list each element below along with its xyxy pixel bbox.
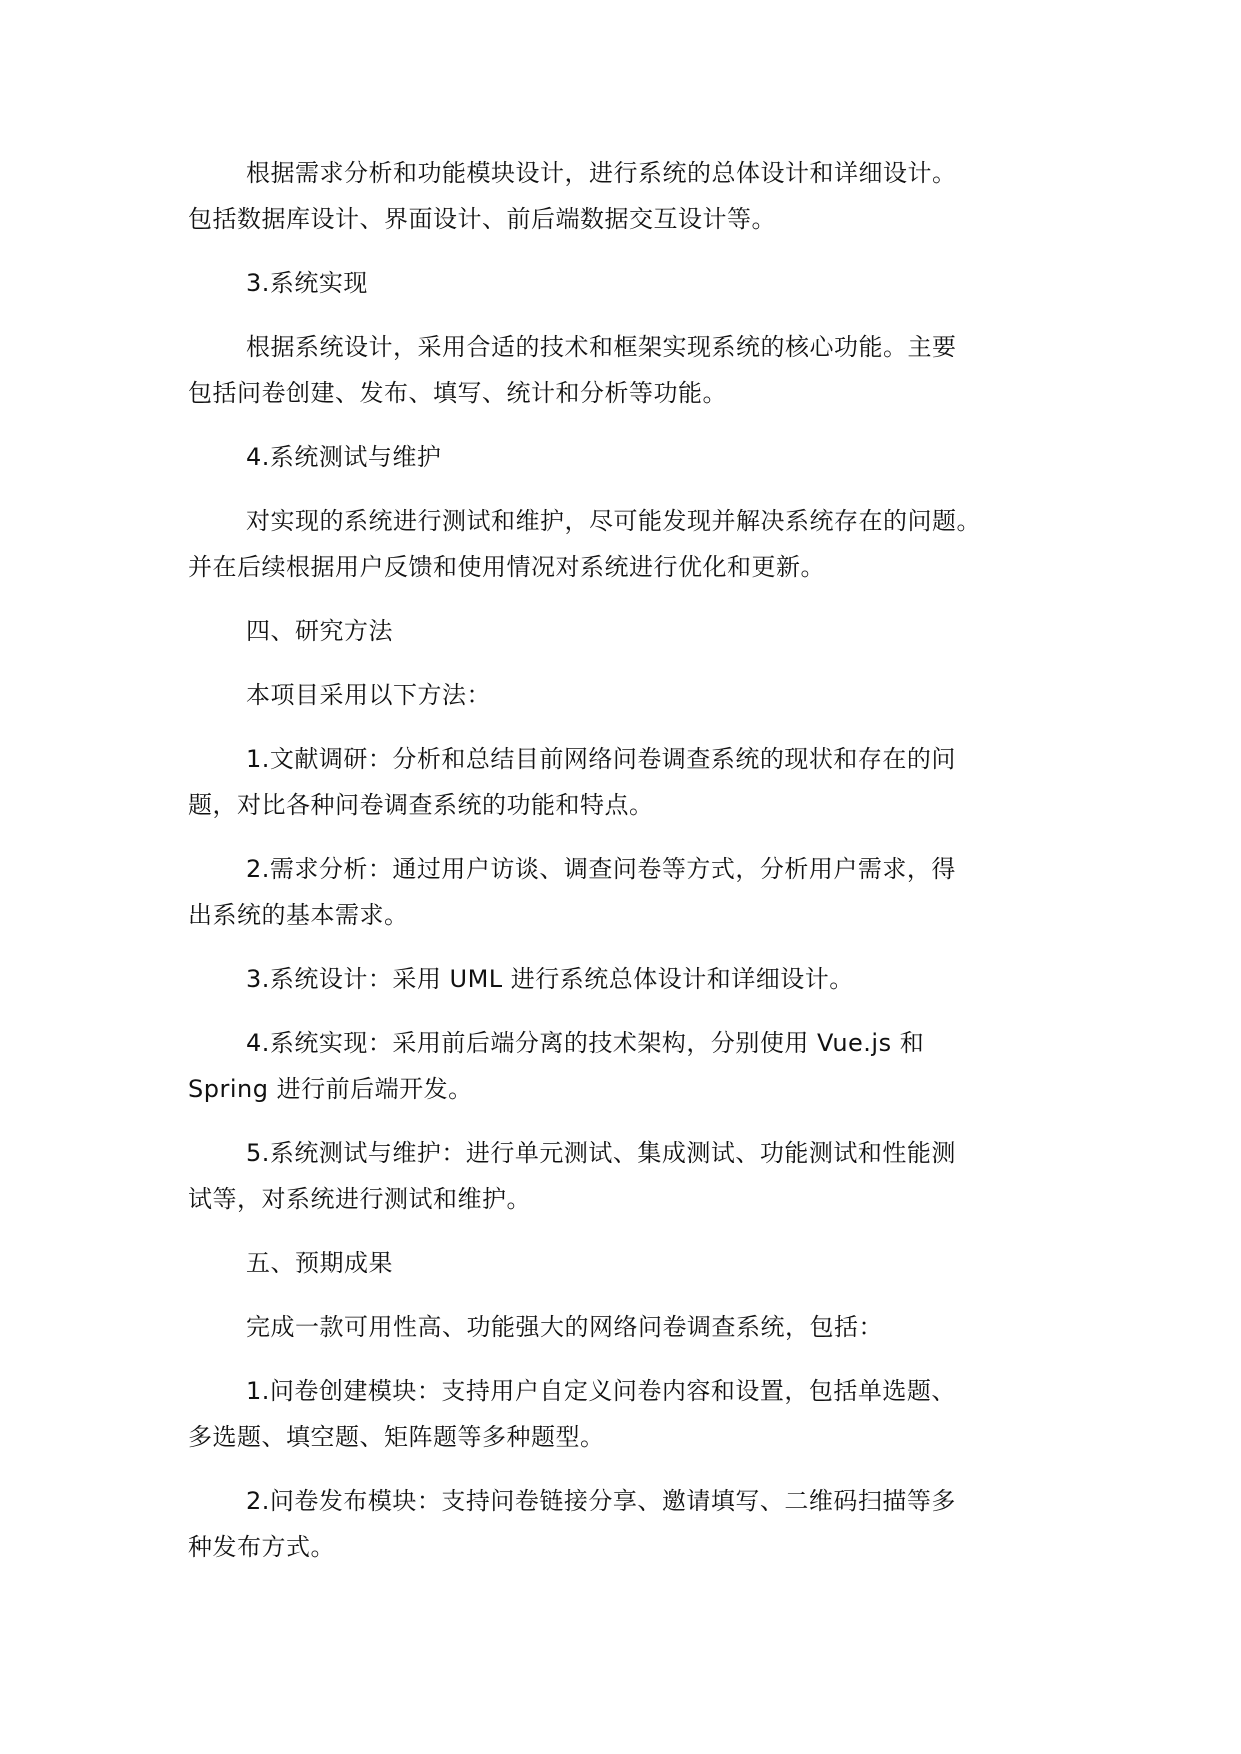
list-item-system-design xyxy=(188,956,1068,1002)
heading-research-methods xyxy=(188,608,1068,654)
list-item-survey-creation xyxy=(188,1368,1068,1460)
text-line: 1.文献调研：分析和总结目前网络问卷调查系统的现状和存在的问 xyxy=(246,745,956,773)
text-line: Spring 进行前后端开发。 xyxy=(188,1075,473,1103)
text-line: 包括问卷创建、发布、填写、统计和分析等功能。 xyxy=(188,379,727,407)
text-line: 根据需求分析和功能模块设计，进行系统的总体设计和详细设计。 xyxy=(246,159,957,187)
text-line: 题，对比各种问卷调查系统的功能和特点。 xyxy=(188,791,654,819)
text-line: 2.问卷发布模块：支持问卷链接分享、邀请填写、二维码扫描等多 xyxy=(246,1487,956,1515)
text-line: 四、研究方法 xyxy=(246,617,393,645)
text-line: 种发布方式。 xyxy=(188,1533,335,1561)
text-line: 根据系统设计，采用合适的技术和框架实现系统的核心功能。主要 xyxy=(246,333,957,361)
text-line: 并在后续根据用户反馈和使用情况对系统进行优化和更新。 xyxy=(188,553,825,581)
paragraph-system-design-desc xyxy=(188,150,1068,242)
list-item-literature-review xyxy=(188,736,1068,828)
heading-system-testing xyxy=(188,434,1068,480)
text-line: 试等，对系统进行测试和维护。 xyxy=(188,1185,531,1213)
text-line: 完成一款可用性高、功能强大的网络问卷调查系统，包括： xyxy=(246,1313,883,1341)
text-line: 五、预期成果 xyxy=(246,1249,393,1277)
text-line: 1.问卷创建模块：支持用户自定义问卷内容和设置，包括单选题、 xyxy=(246,1377,956,1405)
document-page xyxy=(188,150,1068,1588)
text-line: 2.需求分析：通过用户访谈、调查问卷等方式，分析用户需求，得 xyxy=(246,855,956,883)
text-line: 5.系统测试与维护：进行单元测试、集成测试、功能测试和性能测 xyxy=(246,1139,956,1167)
text-line: 4.系统实现：采用前后端分离的技术架构，分别使用 Vue.js 和 xyxy=(246,1029,925,1057)
heading-system-implementation xyxy=(188,260,1068,306)
text-line: 3.系统设计：采用 UML 进行系统总体设计和详细设计。 xyxy=(246,965,854,993)
text-line: 4.系统测试与维护 xyxy=(246,443,442,471)
list-item-system-implementation xyxy=(188,1020,1068,1112)
text-line: 多选题、填空题、矩阵题等多种题型。 xyxy=(188,1423,605,1451)
paragraph-system-implementation-desc xyxy=(188,324,1068,416)
heading-expected-results xyxy=(188,1240,1068,1286)
text-line: 本项目采用以下方法： xyxy=(246,681,491,709)
list-item-system-testing xyxy=(188,1130,1068,1222)
list-item-survey-publishing xyxy=(188,1478,1068,1570)
text-line: 3.系统实现 xyxy=(246,269,368,297)
text-line: 包括数据库设计、界面设计、前后端数据交互设计等。 xyxy=(188,205,776,233)
list-item-requirements-analysis xyxy=(188,846,1068,938)
text-line: 出系统的基本需求。 xyxy=(188,901,409,929)
paragraph-methods-intro xyxy=(188,672,1068,718)
paragraph-system-testing-desc xyxy=(188,498,1068,590)
text-line: 对实现的系统进行测试和维护，尽可能发现并解决系统存在的问题。 xyxy=(246,507,981,535)
paragraph-results-intro xyxy=(188,1304,1068,1350)
